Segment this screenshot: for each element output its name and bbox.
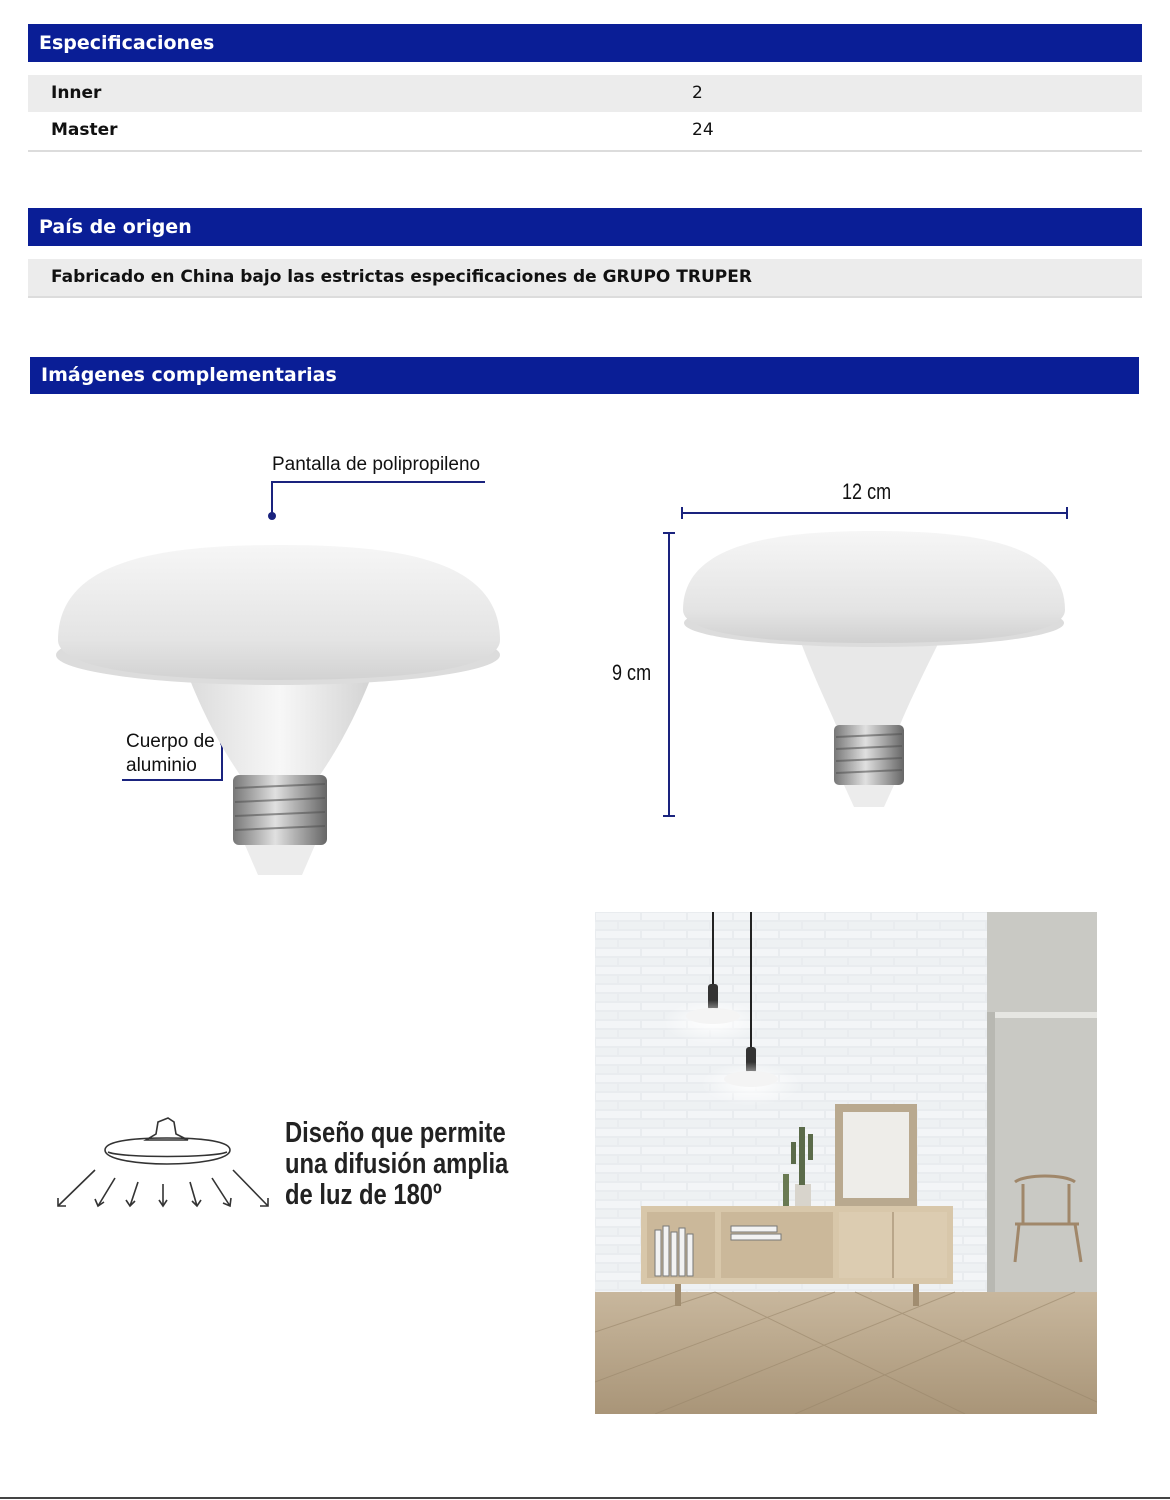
diffusion-diagram bbox=[50, 1110, 280, 1220]
origin-text: Fabricado en China bajo las estrictas especificaciones de GRUPO TRUPER bbox=[51, 267, 752, 287]
specs-header: Especificaciones bbox=[28, 24, 1142, 62]
tagline-line3: de luz de 180º bbox=[285, 1179, 442, 1211]
divider bbox=[28, 150, 1142, 152]
page-bottom-rule bbox=[0, 1497, 1170, 1499]
tagline-line1: Diseño que permite bbox=[285, 1117, 506, 1149]
bulb-photo-right bbox=[650, 505, 1110, 825]
spec-row-inner bbox=[28, 75, 1142, 112]
callout-body-line2: aluminio bbox=[126, 755, 197, 776]
images-header: Imágenes complementarias bbox=[30, 357, 1139, 394]
spec-value: 24 bbox=[692, 120, 714, 140]
origin-header: País de origen bbox=[28, 208, 1142, 246]
bulb-photo-left bbox=[40, 470, 560, 910]
dim-height-label: 9 cm bbox=[612, 660, 652, 685]
origin-row bbox=[28, 259, 1142, 296]
divider bbox=[28, 296, 1142, 298]
spec-label: Inner bbox=[51, 83, 102, 103]
spec-value: 2 bbox=[692, 83, 703, 103]
diffusion-tagline bbox=[285, 1118, 547, 1211]
callout-body-line1: Cuerpo de bbox=[126, 731, 215, 752]
tagline-line2: una difusión amplia bbox=[285, 1148, 509, 1180]
room-photo bbox=[595, 912, 1097, 1414]
dim-width-label: 12 cm bbox=[842, 479, 892, 504]
spec-label: Master bbox=[51, 120, 118, 140]
spec-row-master bbox=[28, 112, 1142, 149]
callout-shade: Pantalla de polipropileno bbox=[272, 454, 481, 475]
